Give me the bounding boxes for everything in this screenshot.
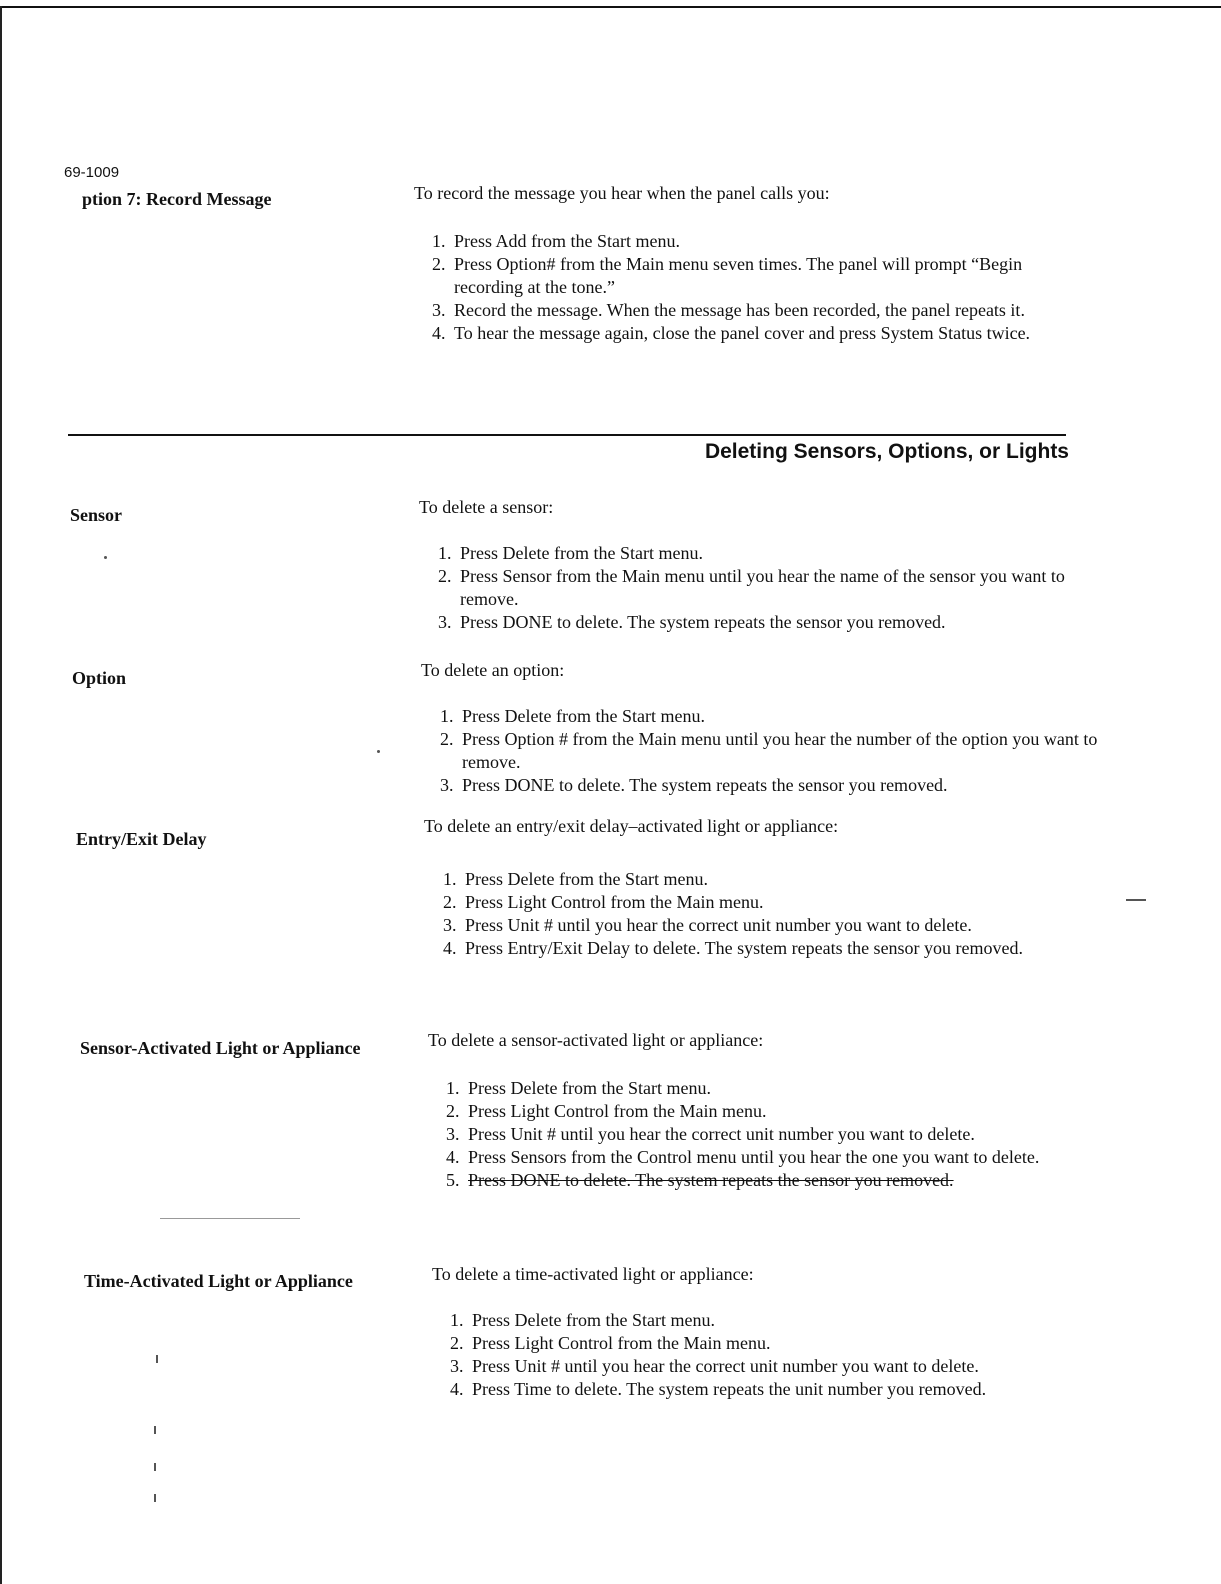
list-item: 2. Press Light Control from the Main menu. bbox=[468, 1332, 1118, 1355]
sensor-activated-steps bbox=[430, 1077, 1114, 1192]
record-message-intro: To record the message you hear when the panel calls you: bbox=[414, 183, 830, 203]
scan-speck bbox=[154, 1426, 156, 1434]
document-number: 69-1009 bbox=[64, 164, 120, 181]
list-item: 4. To hear the message again, close the panel cover and press System Status twice. bbox=[450, 322, 1090, 345]
list-item: 3. Record the message. When the message has been recorded, the panel repeats it. bbox=[450, 299, 1090, 322]
list-item: 1. Press Delete from the Start menu. bbox=[468, 1309, 1118, 1332]
list-item: 4. Press Time to delete. The system repeats the unit number you removed. bbox=[468, 1378, 1118, 1401]
scan-speck bbox=[377, 750, 380, 753]
list-item: 3. Press Unit # until you hear the correct unit number you want to delete. bbox=[468, 1355, 1118, 1378]
scan-speck bbox=[1126, 899, 1146, 901]
list-item: 2. Press Option # from the Main menu until you hear the number of the option you want to remove. bbox=[458, 728, 1108, 774]
scan-speck bbox=[154, 1494, 156, 1502]
time-activated-steps bbox=[434, 1309, 1118, 1401]
list-item: 5. Press DONE to delete. The system repeats the sensor you removed. bbox=[464, 1169, 1114, 1192]
sensor-steps bbox=[422, 542, 1106, 634]
scan-speck bbox=[104, 556, 107, 559]
sensor-heading: Sensor bbox=[70, 505, 123, 525]
record-message-steps bbox=[416, 230, 1090, 345]
scan-speck bbox=[154, 1463, 156, 1471]
option-steps bbox=[424, 705, 1108, 797]
sensor-activated-heading: Sensor-Activated Light or Appliance bbox=[80, 1038, 361, 1058]
scan-left-border bbox=[0, 6, 2, 1584]
scan-speck bbox=[156, 1355, 158, 1363]
entry-exit-intro: To delete an entry/exit delay–activated light or appliance: bbox=[424, 816, 839, 836]
option-intro: To delete an option: bbox=[421, 660, 565, 680]
list-item: 2. Press Light Control from the Main menu. bbox=[464, 1100, 1114, 1123]
time-activated-intro: To delete a time-activated light or appliance: bbox=[432, 1264, 754, 1284]
entry-exit-steps bbox=[427, 868, 1111, 960]
section-divider bbox=[68, 434, 1066, 436]
list-item: 4. Press Sensors from the Control menu until you hear the one you want to delete. bbox=[464, 1146, 1114, 1169]
list-item: 4. Press Entry/Exit Delay to delete. The system repeats the sensor you removed. bbox=[461, 937, 1111, 960]
list-item: 3. Press DONE to delete. The system repeats the sensor you removed. bbox=[458, 774, 1108, 797]
list-item: 2. Press Light Control from the Main menu. bbox=[461, 891, 1111, 914]
list-item: 1. Press Delete from the Start menu. bbox=[464, 1077, 1114, 1100]
record-message-heading: ption 7: Record Message bbox=[82, 189, 272, 209]
list-item: 1. Press Add from the Start menu. bbox=[450, 230, 1090, 253]
list-item: 1. Press Delete from the Start menu. bbox=[456, 542, 1106, 565]
section-title: Deleting Sensors, Options, or Lights bbox=[704, 440, 1069, 463]
list-item: 2. Press Sensor from the Main menu until you hear the name of the sensor you want to remove. bbox=[456, 565, 1106, 611]
sensor-activated-intro: To delete a sensor-activated light or appliance: bbox=[428, 1030, 764, 1050]
scan-top-border bbox=[0, 6, 1221, 8]
sensor-intro: To delete a sensor: bbox=[419, 497, 554, 517]
list-item: 3. Press DONE to delete. The system repeats the sensor you removed. bbox=[456, 611, 1106, 634]
time-activated-heading: Time-Activated Light or Appliance bbox=[84, 1271, 353, 1291]
list-item: 3. Press Unit # until you hear the correct unit number you want to delete. bbox=[461, 914, 1111, 937]
list-item: 3. Press Unit # until you hear the correct unit number you want to delete. bbox=[464, 1123, 1114, 1146]
list-item: 1. Press Delete from the Start menu. bbox=[461, 868, 1111, 891]
option-heading: Option bbox=[72, 668, 127, 688]
entry-exit-heading: Entry/Exit Delay bbox=[76, 829, 207, 849]
list-item: 1. Press Delete from the Start menu. bbox=[458, 705, 1108, 728]
list-item: 2. Press Option# from the Main menu seven times. The panel will prompt “Begin recording at the tone.” bbox=[450, 253, 1090, 299]
scan-speck bbox=[160, 1218, 300, 1219]
